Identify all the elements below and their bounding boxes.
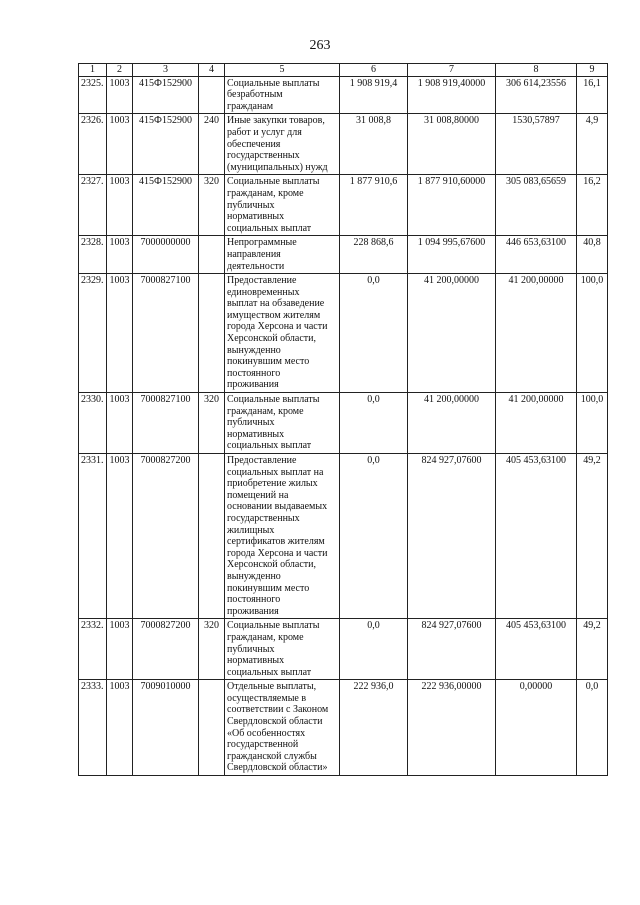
percent-cell: 16,2 [577, 175, 608, 236]
approved-amount-cell: 222 936,00000 [408, 680, 496, 776]
row-number-cell: 2325. [79, 76, 107, 114]
approved-amount-cell: 824 927,07600 [408, 619, 496, 680]
item-name-line: жилищных [227, 524, 275, 536]
item-name-cell [225, 114, 340, 175]
item-name-line: Предоставление [227, 275, 297, 287]
item-name-line: государственной [227, 739, 299, 751]
table-row [79, 274, 608, 393]
executed-amount-cell: 405 453,63100 [496, 454, 577, 619]
target-code-cell: 7000827100 [133, 393, 199, 454]
header-cell: 8 [496, 64, 577, 77]
executed-amount-cell: 446 653,63100 [496, 236, 577, 274]
budget-table [78, 63, 608, 776]
row-number-cell: 2331. [79, 454, 107, 619]
expense-type-cell: 320 [199, 619, 225, 680]
percent-cell: 40,8 [577, 236, 608, 274]
item-name-line: Херсонской области, [227, 559, 317, 571]
item-name-cell [225, 619, 340, 680]
expense-type-cell [199, 236, 225, 274]
percent-cell: 0,0 [577, 680, 608, 776]
item-name-line: вынужденно [227, 344, 281, 356]
approved-amount-cell: 41 200,00000 [408, 393, 496, 454]
section-code-cell: 1003 [107, 114, 133, 175]
approved-amount-cell: 1 908 919,40000 [408, 76, 496, 114]
header-cell: 1 [79, 64, 107, 77]
item-name-line: проживания [227, 379, 279, 391]
executed-amount-cell: 1530,57897 [496, 114, 577, 175]
table-row [79, 393, 608, 454]
target-code-cell: 7000000000 [133, 236, 199, 274]
expense-type-cell: 320 [199, 393, 225, 454]
planned-amount-cell: 228 868,6 [340, 236, 408, 274]
item-name-line: публичных [227, 199, 275, 211]
executed-amount-cell: 306 614,23556 [496, 76, 577, 114]
row-number-cell: 2328. [79, 236, 107, 274]
planned-amount-cell: 0,0 [340, 454, 408, 619]
expense-type-cell [199, 274, 225, 393]
percent-cell: 100,0 [577, 274, 608, 393]
item-name-cell [225, 274, 340, 393]
item-name-cell [225, 175, 340, 236]
section-code-cell: 1003 [107, 175, 133, 236]
item-name-line: Свердловской области» [227, 762, 328, 774]
item-name-line: сертификатов жителям [227, 536, 325, 548]
item-name-cell [225, 454, 340, 619]
item-name-cell [225, 236, 340, 274]
section-code-cell: 1003 [107, 680, 133, 776]
row-number-cell: 2327. [79, 175, 107, 236]
item-name-line: Иные закупки товаров, [227, 115, 325, 127]
item-name-line: гражданам, кроме [227, 187, 304, 199]
header-cell: 3 [133, 64, 199, 77]
section-code-cell: 1003 [107, 454, 133, 619]
target-code-cell: 415Ф152900 [133, 175, 199, 236]
item-name-line: приобретение жилых [227, 478, 318, 490]
item-name-line: Социальные выплаты [227, 176, 320, 188]
planned-amount-cell: 1 908 919,4 [340, 76, 408, 114]
item-name-line: публичных [227, 417, 275, 429]
item-name-line: соответствии с Законом [227, 704, 329, 716]
section-code-cell: 1003 [107, 274, 133, 393]
item-name-line: социальных выплат на [227, 466, 324, 478]
item-name-line: Социальные выплаты [227, 77, 320, 89]
planned-amount-cell: 0,0 [340, 619, 408, 680]
item-name-line: социальных выплат [227, 222, 312, 234]
target-code-cell: 7000827100 [133, 274, 199, 393]
section-code-cell: 1003 [107, 619, 133, 680]
item-name-line: Отдельные выплаты, [227, 681, 317, 693]
header-row [79, 64, 608, 77]
item-name-line: обеспечения [227, 138, 281, 150]
item-name-line: публичных [227, 643, 275, 655]
approved-amount-cell: 1 094 995,67600 [408, 236, 496, 274]
row-number-cell: 2333. [79, 680, 107, 776]
item-name-cell [225, 393, 340, 454]
table-row [79, 114, 608, 175]
approved-amount-cell: 1 877 910,60000 [408, 175, 496, 236]
planned-amount-cell: 1 877 910,6 [340, 175, 408, 236]
item-name-line: вынужденно [227, 570, 281, 582]
item-name-line: нормативных [227, 428, 285, 440]
item-name-line: безработным [227, 89, 283, 101]
row-number-cell: 2330. [79, 393, 107, 454]
item-name-line: «Об особенностях [227, 727, 306, 739]
item-name-line: Социальные выплаты [227, 620, 320, 632]
percent-cell: 49,2 [577, 454, 608, 619]
item-name-line: имуществом жителям [227, 309, 321, 321]
target-code-cell: 7000827200 [133, 454, 199, 619]
item-name-line: деятельности [227, 260, 285, 272]
approved-amount-cell: 824 927,07600 [408, 454, 496, 619]
section-code-cell: 1003 [107, 393, 133, 454]
executed-amount-cell: 405 453,63100 [496, 619, 577, 680]
row-number-cell: 2326. [79, 114, 107, 175]
expense-type-cell [199, 76, 225, 114]
item-name-line: направления [227, 248, 281, 260]
table-row [79, 236, 608, 274]
item-name-line: социальных выплат [227, 440, 312, 452]
item-name-line: (муниципальных) нужд [227, 161, 328, 173]
page-number: 263 [309, 38, 331, 53]
table-row [79, 454, 608, 619]
planned-amount-cell: 0,0 [340, 274, 408, 393]
target-code-cell: 7000827200 [133, 619, 199, 680]
item-name-line: Непрограммные [227, 237, 297, 249]
item-name-line: выплат на обзаведение [227, 298, 325, 310]
item-name-line: гражданам [227, 100, 274, 112]
item-name-line: осуществляемые в [227, 692, 307, 704]
executed-amount-cell: 41 200,00000 [496, 274, 577, 393]
item-name-line: Херсонской области, [227, 333, 317, 345]
executed-amount-cell: 305 083,65659 [496, 175, 577, 236]
header-cell: 2 [107, 64, 133, 77]
header-cell: 4 [199, 64, 225, 77]
item-name-cell [225, 680, 340, 776]
expense-type-cell [199, 454, 225, 619]
planned-amount-cell: 31 008,8 [340, 114, 408, 175]
expense-type-cell: 240 [199, 114, 225, 175]
target-code-cell: 415Ф152900 [133, 114, 199, 175]
item-name-line: проживания [227, 605, 279, 617]
item-name-line: города Херсона и части [227, 547, 328, 559]
table-row [79, 76, 608, 114]
executed-amount-cell: 41 200,00000 [496, 393, 577, 454]
header-cell: 9 [577, 64, 608, 77]
item-name-line: покинувшим место [227, 356, 310, 368]
item-name-line: нормативных [227, 655, 285, 667]
item-name-line: социальных выплат [227, 666, 312, 678]
item-name-line: гражданам, кроме [227, 405, 304, 417]
header-cell: 6 [340, 64, 408, 77]
approved-amount-cell: 31 008,80000 [408, 114, 496, 175]
expense-type-cell [199, 680, 225, 776]
item-name-line: нормативных [227, 211, 285, 223]
item-name-line: гражданам, кроме [227, 631, 304, 643]
percent-cell: 16,1 [577, 76, 608, 114]
target-code-cell: 415Ф152900 [133, 76, 199, 114]
item-name-line: помещений на [227, 489, 289, 501]
item-name-line: государственных [227, 150, 300, 162]
planned-amount-cell: 0,0 [340, 393, 408, 454]
table-row [79, 680, 608, 776]
header-cell: 5 [225, 64, 340, 77]
percent-cell: 4,9 [577, 114, 608, 175]
item-name-line: города Херсона и части [227, 321, 328, 333]
table-row [79, 175, 608, 236]
percent-cell: 100,0 [577, 393, 608, 454]
header-cell: 7 [408, 64, 496, 77]
item-name-cell [225, 76, 340, 114]
item-name-line: Свердловской области [227, 716, 323, 728]
item-name-line: постоянного [227, 594, 281, 606]
item-name-line: Предоставление [227, 455, 297, 466]
row-number-cell: 2329. [79, 274, 107, 393]
item-name-line: Социальные выплаты [227, 394, 320, 406]
expense-type-cell: 320 [199, 175, 225, 236]
item-name-line: работ и услуг для [227, 126, 302, 138]
item-name-line: основании выдаваемых [227, 501, 328, 513]
approved-amount-cell: 41 200,00000 [408, 274, 496, 393]
percent-cell: 49,2 [577, 619, 608, 680]
item-name-line: постоянного [227, 367, 281, 379]
table-row [79, 619, 608, 680]
row-number-cell: 2332. [79, 619, 107, 680]
planned-amount-cell: 222 936,0 [340, 680, 408, 776]
section-code-cell: 1003 [107, 236, 133, 274]
executed-amount-cell: 0,00000 [496, 680, 577, 776]
table-body [79, 76, 608, 775]
item-name-line: государственных [227, 512, 300, 524]
item-name-line: гражданской службы [227, 750, 317, 762]
section-code-cell: 1003 [107, 76, 133, 114]
item-name-line: покинувшим место [227, 582, 310, 594]
target-code-cell: 7009010000 [133, 680, 199, 776]
item-name-line: единовременных [227, 286, 300, 298]
